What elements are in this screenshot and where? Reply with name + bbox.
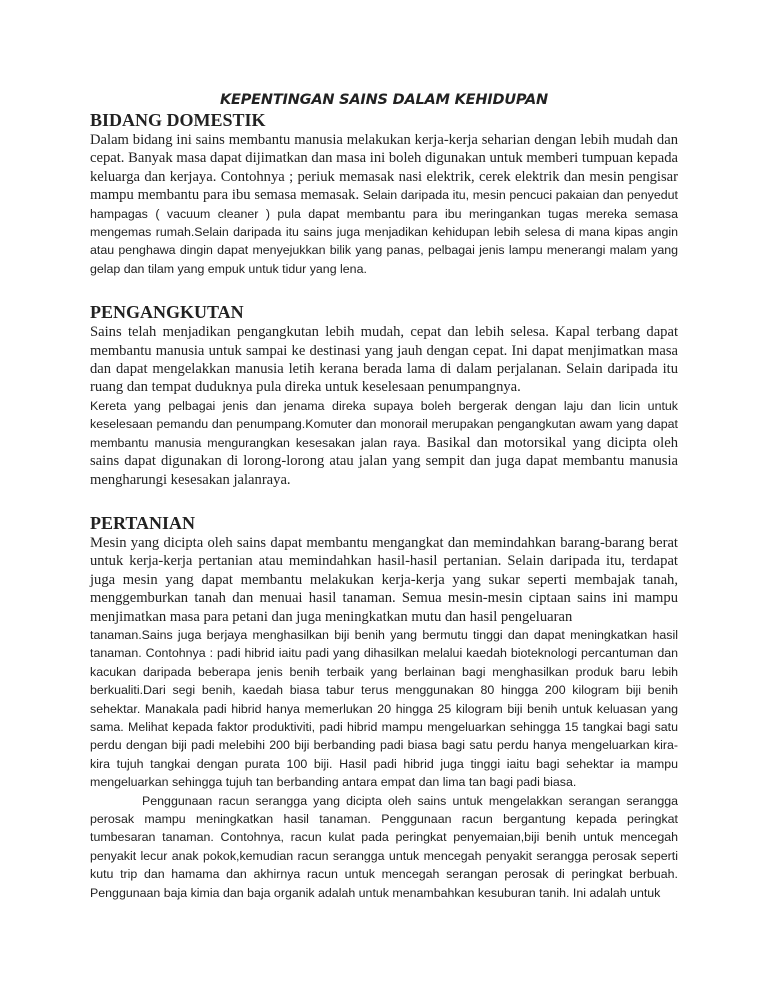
paragraph-pertanian-3: Penggunaan racun serangga yang dicipta oleh sains untuk mengelakkan serangan serangga perosak mampu meningkatkan hasil tanaman. Penggunaan racun bergantung kepada peringkat tumbesaran tanaman. Contohnya, racun kulat pada peringkat penyemaian,biji benih untuk mencegah penyakit lecur anak pokok,kemudian racun serangga untuk mencegah penyakit serangga perosak seperti kutu trip dan hamama dan akhirnya racun untuk mencegah serangan perosak di peringkat berbuah. Penggunaan baja kimia dan baja organik adalah untuk menambahkan kesuburan tanih. Ini adalah untuk [90, 793, 678, 900]
paragraph-pengangkutan-1: Sains telah menjadikan pengangkutan lebih mudah, cepat dan lebih selesa. Kapal terbang dapat membantu manusia untuk sampai ke destinasi yang jauh dengan cepat. Ini dapat menjimatkan masa dan dapat mengelakkan manusia letih kerana berada lama di dalam perjalanan. Selain daripada itu ruang dan tempat duduknya pula direka untuk keselesaan penumpangnya. [90, 324, 678, 396]
paragraph-pertanian-1: Mesin yang dicipta oleh sains dapat membantu mengangkat dan memindahkan barang-barang berat untuk kerja-kerja pertanian atau memindahkan hasil-hasil pertanian. Selain daripada itu, terdapat juga mesin yang dapat membantu melakukan kerja-kerja yang sukar seperti membajak tanah, menggemburkan tanah dan menuai hasil tanaman. Semua mesin-mesin ciptaan sains ini mampu menjimatkan masa para petani dan juga meningkatkan mutu dan hasil pengeluaran [90, 534, 678, 625]
section-heading-domestik: BIDANG DOMESTIK [90, 110, 266, 130]
paragraph-pengangkutan-serif: Basikal dan motorsikal yang dicipta oleh sains dapat digunakan di lorong-lorong atau jalan yang sempit dan juga dapat membantu manusia mengharungi kesesakan jalanraya. [90, 434, 678, 488]
paragraph-domestik-serif: Dalam bidang ini sains membantu manusia melakukan kerja-kerja seharian dengan lebih mudah dan cepat. Banyak masa dapat dijimatkan dan masa ini boleh digunakan untuk memberi tumpuan kepada keluarga dan kerjaya. Contohnya ; periuk memasak nasi elektrik, cerek elektrik dan mesin pengisar mampu membantu para ibu semasa memasak. [90, 132, 678, 204]
paragraph-domestik [90, 131, 678, 278]
paragraph-pengangkutan-2 [90, 397, 678, 489]
section-heading-pengangkutan: PENGANGKUTAN [90, 302, 244, 323]
document-title: KEPENTINGAN SAINS DALAM KEHIDUPAN [220, 92, 548, 108]
paragraph-pertanian-2: tanaman.Sains juga berjaya menghasilkan biji benih yang bermutu tinggi dan dapat meningkatkan hasil tanaman. Contohnya : padi hibrid iaitu padi yang dihasilkan melalui kaedah bioteknologi percantuman dan kacukan daripada beberapa jenis benih terbaik yang berlainan bagi menghasilkan produk baru lebih berkualiti.Dari segi benih, kaedah biasa tabur terus menggunakan 80 hingga 200 kilogram biji benih sehektar. Manakala padi hibrid hanya memerlukan 20 hingga 25 kilogram biji benih untuk keluasan yang sama. Melihat kepada faktor produktiviti, padi hibrid mampu mengeluarkan sehingga 15 tangkai bagi satu perdu dengan biji padi melebihi 200 biji berbanding padi biasa bagi satu perdu hanya mengeluarkan kira-kira tujuh tangkai dengan purata 100 biji. Hasil padi hibrid juga tinggi iaitu bagi sehektar ia mampu mengeluarkan sehingga tujuh tan berbanding antara empat dan lima tan bagi padi biasa. [90, 627, 678, 790]
paragraph-pengangkutan-sans: Kereta yang pelbagai jenis dan jenama direka supaya boleh bergerak dengan laju dan licin untuk keselesaan pemandu dan penumpang.Komuter dan monorail merupakan pengangkutan awam yang dapat membantu manusia mengurangkan kesesakan jalan raya. [90, 398, 678, 450]
section-heading-pertanian: PERTANIAN [90, 512, 196, 533]
document-page [90, 92, 678, 902]
paragraph-domestik-sans: Selain daripada itu, mesin pencuci pakaian dan penyedut hampagas ( vacuum cleaner ) pula dapat membantu para ibu meringankan tugas mereka semasa mengemas rumah.Selain daripada itu sains juga menjadikan kehidupan lebih selesa di mana kipas angin atau penghawa dingin dapat menyejukkan bilik yang panas, pelbagai jenis lampu menerangi malam yang gelap dan tilam yang empuk untuk tidur yang lena. [90, 188, 678, 276]
